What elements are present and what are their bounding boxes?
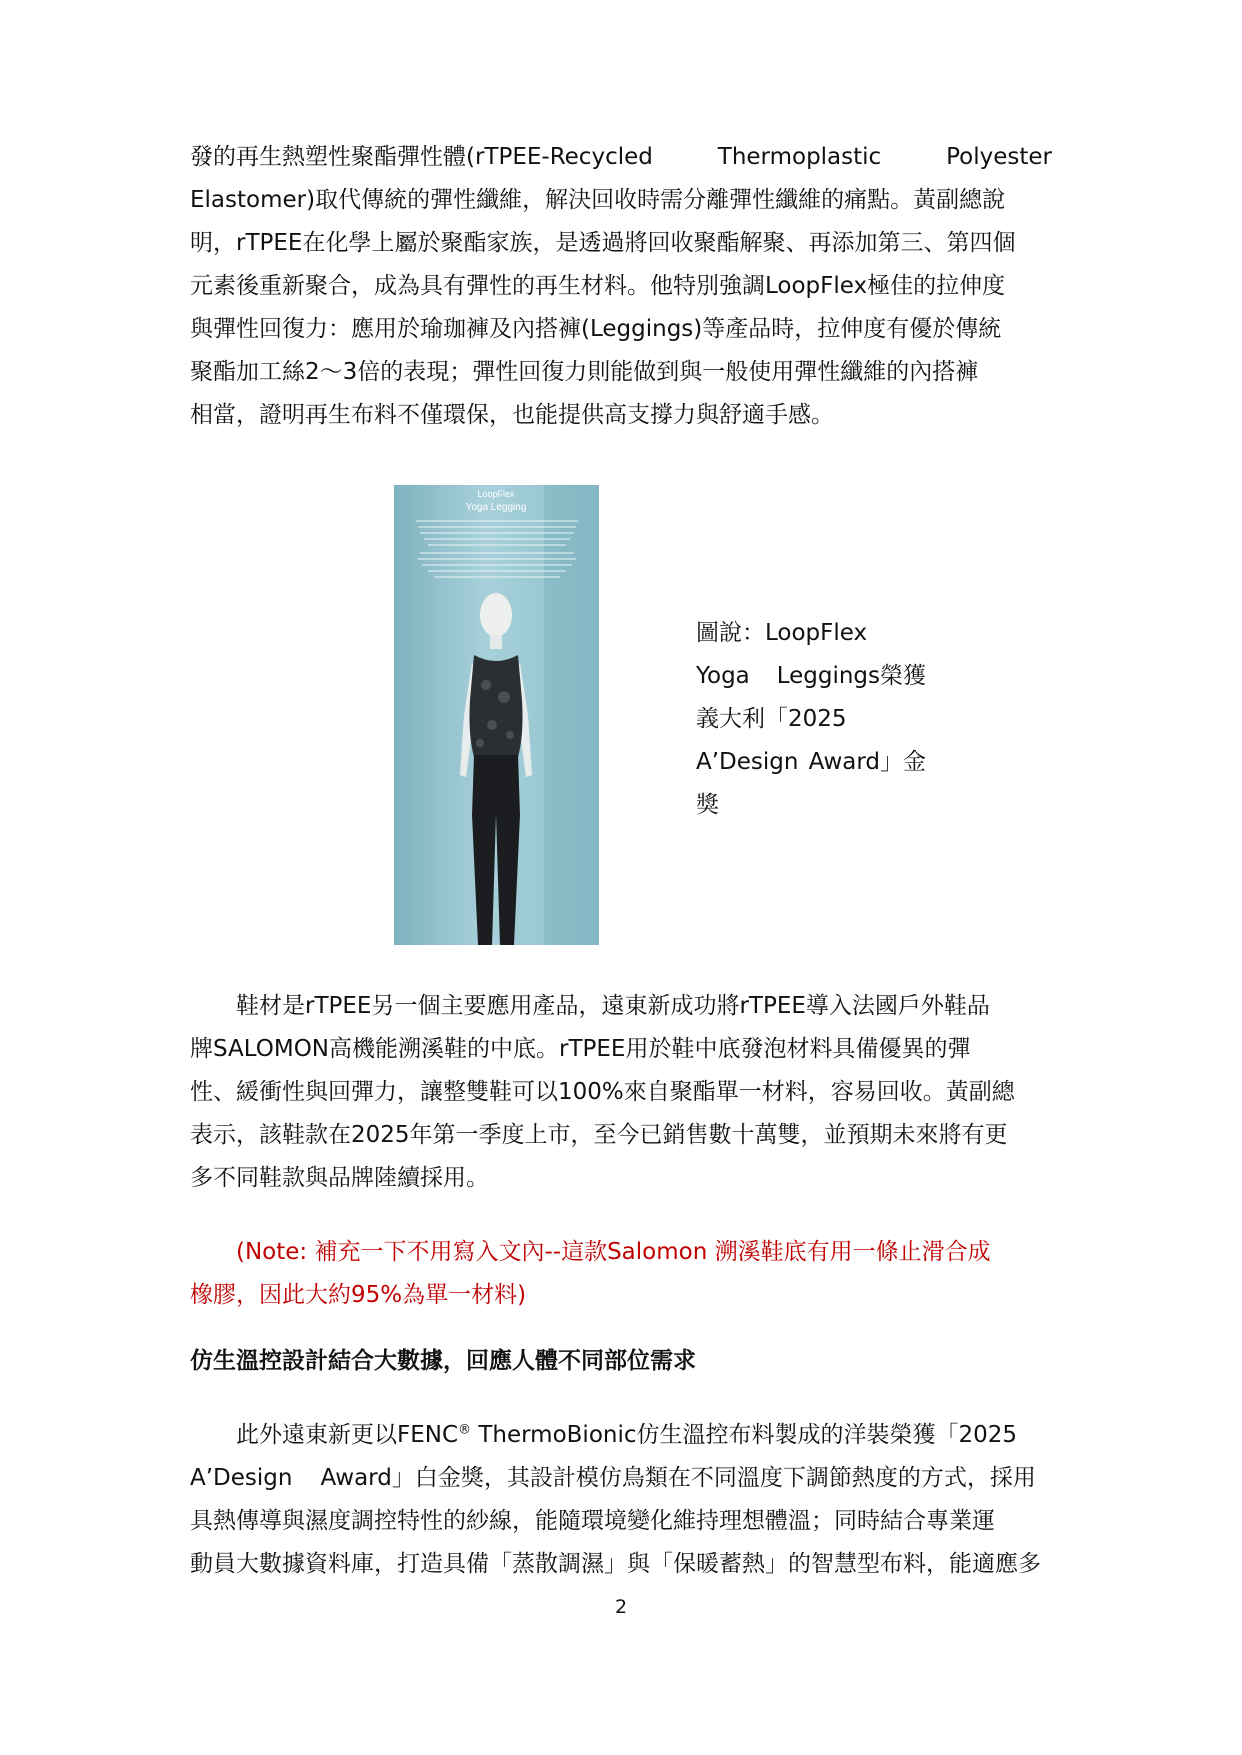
text-segment: 此外遠東新更以FENC <box>190 1422 459 1448</box>
loopflex-legging-photo <box>394 485 599 945</box>
paragraph-2-line-3: 性、緩衝性與回彈力，讓整雙鞋可以100%來自聚酯單一材料，容易回收。黃副總 <box>190 1079 1015 1105</box>
paragraph-2 <box>190 985 1052 1200</box>
paragraph-3-line-3: 具熱傳導與濕度調控特性的紗線，能隨環境變化維持理想體溫；同時結合專業運 <box>190 1508 995 1534</box>
note-line-2: 橡膠，因此大約95%為單一材料) <box>190 1282 527 1308</box>
paragraph-3-line-1 <box>190 1414 1052 1457</box>
text-segment: A’Design <box>190 1465 293 1491</box>
paragraph-2-line-4: 表示，該鞋款在2025年第一季度上市，至今已銷售數十萬雙，並預期未來將有更 <box>190 1122 1008 1148</box>
figure-caption <box>696 612 926 827</box>
paragraph-2-line-2: 牌SALOMON高機能溯溪鞋的中底。rTPEE用於鞋中底發泡材料具備優異的彈 <box>190 1036 971 1062</box>
mannequin-illustration <box>394 485 599 945</box>
text-segment: Leggings榮獲 <box>776 663 926 689</box>
text-segment: Polyester <box>946 144 1052 170</box>
paragraph-3 <box>190 1414 1052 1586</box>
paragraph-2-line-1: 鞋材是rTPEE另一個主要應用產品，遠東新成功將rTPEE導入法國戶外鞋品 <box>190 993 990 1019</box>
text-segment: A’Design <box>696 749 799 775</box>
paragraph-1-line-4: 元素後重新聚合，成為具有彈性的再生材料。他特別強調LoopFlex極佳的拉伸度 <box>190 273 1006 299</box>
text-segment: ThermoBionic仿生溫控布料製成的洋裝榮獲「2025 <box>471 1422 1018 1448</box>
paragraph-3-line-4: 動員大數據資料庫，打造具備「蒸散調濕」與「保暖蓄熱」的智慧型布料，能適應多 <box>190 1551 1041 1577</box>
paragraph-1-line-5: 與彈性回復力：應用於瑜珈褲及內搭褲(Leggings)等產品時，拉伸度有優於傳統 <box>190 316 1002 342</box>
section-heading: 仿生溫控設計結合大數據，回應人體不同部位需求 <box>190 1348 696 1374</box>
text-segment: Thermoplastic <box>717 144 882 170</box>
text-segment: Award」金 <box>808 749 926 775</box>
paragraph-1-line-2: Elastomer)取代傳統的彈性纖維，解決回收時需分離彈性纖維的痛點。黃副總說 <box>190 187 1006 213</box>
paragraph-1-line-7: 相當，證明再生布料不僅環保，也能提供高支撐力與舒適手感。 <box>190 402 834 428</box>
caption-line-1: 圖說：LoopFlex <box>696 620 868 646</box>
caption-line-4 <box>696 741 926 784</box>
text-segment: Award」白金獎，其設計模仿鳥類在不同溫度下調節熱度的方式，採用 <box>320 1465 1036 1491</box>
caption-line-3: 義大利「2025 <box>696 706 847 732</box>
sign-title: LoopFlex <box>477 489 515 499</box>
paragraph-1-line-3: 明，rTPEE在化學上屬於聚酯家族，是透過將回收聚酯解聚、再添加第三、第四個 <box>190 230 1016 256</box>
sign-subtitle: Yoga Legging <box>465 502 527 513</box>
paragraph-1 <box>190 136 1052 437</box>
note-line-1: (Note: 補充一下不用寫入文內--這款Salomon 溯溪鞋底有用一條止滑合成 <box>190 1239 991 1265</box>
caption-line-5: 獎 <box>696 792 719 818</box>
paragraph-1-line-1 <box>190 136 1052 179</box>
editor-note <box>190 1231 1052 1317</box>
paragraph-1-line-6: 聚酯加工絲2～3倍的表現；彈性回復力則能做到與一般使用彈性纖維的內搭褲 <box>190 359 979 385</box>
text-segment: 發的再生熱塑性聚酯彈性體(rTPEE-Recycled <box>190 144 653 170</box>
paragraph-2-line-5: 多不同鞋款與品牌陸續採用。 <box>190 1165 489 1191</box>
text-segment: Yoga <box>696 663 750 689</box>
caption-line-2 <box>696 655 926 698</box>
registered-mark: ® <box>458 1422 472 1438</box>
paragraph-3-line-2 <box>190 1457 1052 1500</box>
page-number: 2 <box>614 1596 628 1618</box>
